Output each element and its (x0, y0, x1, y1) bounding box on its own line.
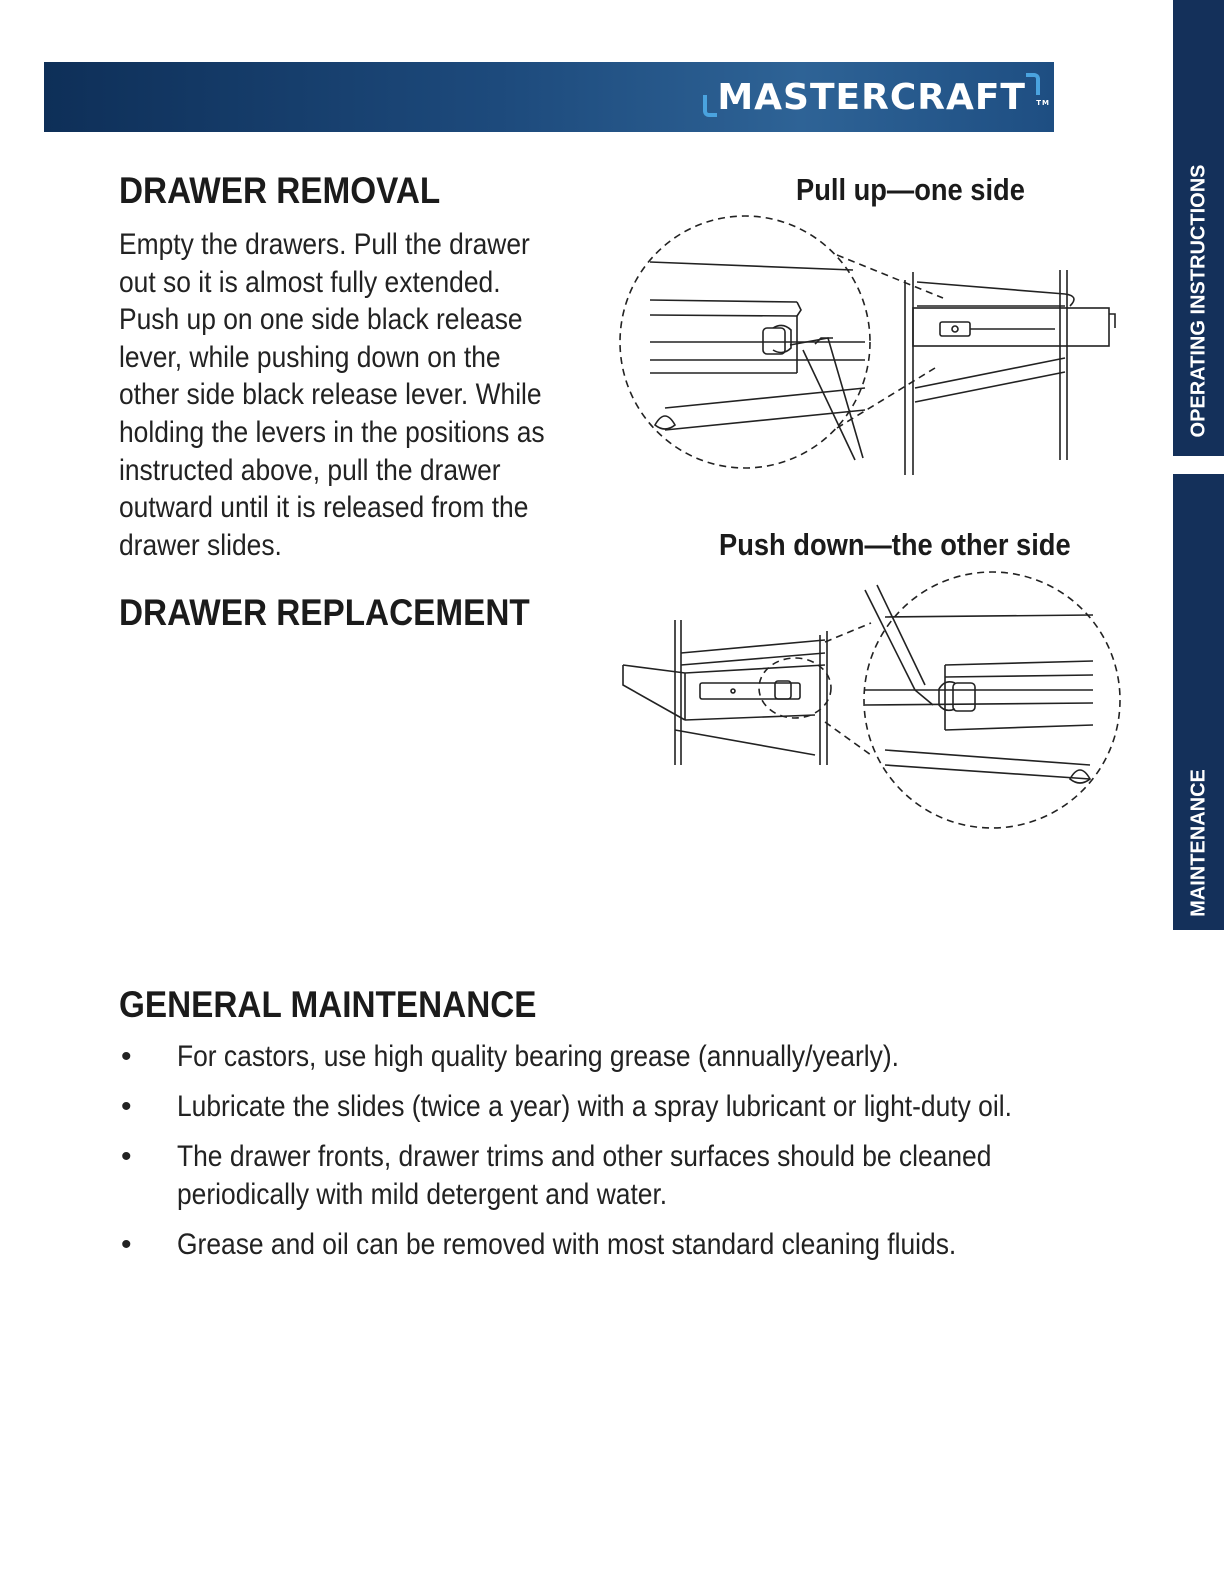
tab-operating-instructions[interactable] (1173, 0, 1224, 456)
list-item (119, 1138, 1179, 1214)
logo-bracket-right (1026, 73, 1040, 95)
push-down-diagram (615, 565, 1125, 835)
list-item-text: The drawer fronts, drawer trims and other surfaces should be cleaned periodically with mild detergent and water. (177, 1140, 992, 1211)
pull-up-diagram (615, 210, 1125, 475)
bullet-icon: • (121, 1040, 132, 1073)
push-down-caption: Push down—the other side (719, 527, 1071, 562)
list-item-text: Lubricate the slides (twice a year) with a spray lubricant or light-duty oil. (177, 1090, 1012, 1123)
tab-operating-label: OPERATING INSTRUCTIONS (1187, 164, 1209, 438)
drawer-replacement-heading: DRAWER REPLACEMENT (119, 592, 530, 633)
bullet-icon: • (121, 1140, 132, 1173)
list-item (119, 1226, 1179, 1264)
list-item-text: Grease and oil can be removed with most standard cleaning fluids. (177, 1228, 957, 1261)
logo-bracket-left (703, 95, 717, 117)
drawer-removal-instructions: Empty the drawers. Pull the drawer out so it is almost fully extended. Push up on one side black release lever, while pushing down on the other side black release lever. While holding the levers in the positions as instructed above, pull the drawer outward until it is released from the drawer slides. (119, 228, 545, 562)
bullet-icon: • (121, 1090, 132, 1123)
bullet-icon: • (121, 1228, 132, 1261)
tab-maintenance-label: MAINTENANCE (1187, 769, 1209, 918)
list-item (119, 1088, 1179, 1126)
maintenance-list (119, 1038, 1179, 1276)
header-banner (44, 62, 1054, 132)
pull-up-caption: Pull up—one side (796, 172, 1025, 207)
trademark: TM (1036, 98, 1050, 107)
general-maintenance-heading: GENERAL MAINTENANCE (119, 984, 537, 1025)
tab-maintenance[interactable] (1173, 474, 1224, 930)
list-item-text: For castors, use high quality bearing grease (annually/yearly). (177, 1040, 899, 1073)
list-item (119, 1038, 1179, 1076)
mastercraft-logo (705, 72, 1050, 122)
drawer-removal-heading: DRAWER REMOVAL (119, 170, 441, 211)
zoom-circle (864, 572, 1120, 828)
brand-name: MASTERCRAFT (717, 76, 1026, 118)
